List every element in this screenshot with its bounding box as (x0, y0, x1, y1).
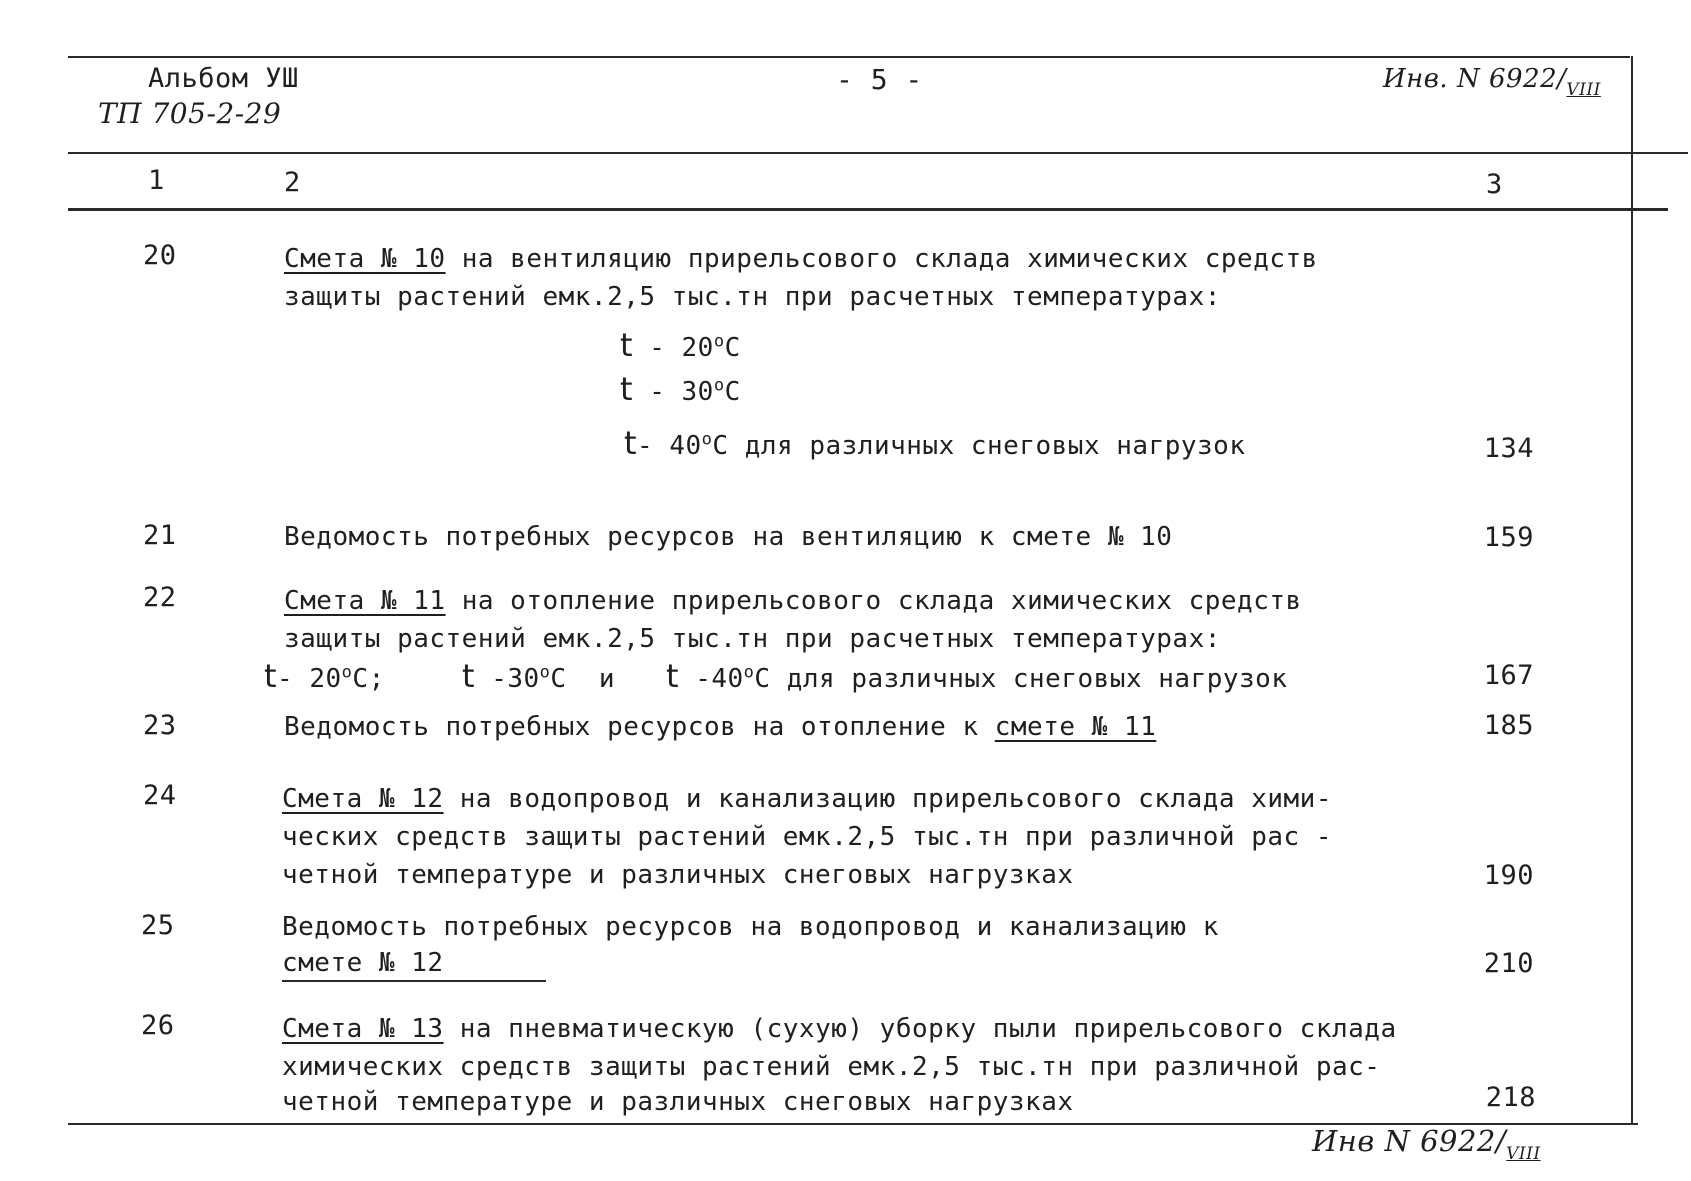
page-reference: 190 (1483, 860, 1534, 891)
row-text: на вентиляцию прирельсового склада химических средств (445, 244, 1318, 274)
temperature-symbol: t (620, 370, 634, 408)
page-reference: 167 (1483, 660, 1534, 691)
temperature-line (264, 657, 385, 695)
temperature-unit: C (724, 333, 741, 363)
degree-sign: o (713, 375, 725, 396)
inventory-number-top-suffix: VIII (1566, 80, 1601, 100)
temperature-unit: C (754, 664, 771, 694)
row-text-line (284, 244, 1318, 274)
frame-right-line (1631, 56, 1633, 1124)
row-text-line: Ведомость потребных ресурсов на водопровод и канализацию к (282, 912, 1219, 942)
temperature-line (620, 326, 741, 364)
reference-underline (282, 980, 546, 982)
temperature-value: -30 (475, 664, 540, 694)
temperature-unit: C (550, 664, 567, 694)
temperature-line (666, 657, 1287, 695)
row-text: на водопровод и канализацию прирельсового склада хими- (443, 784, 1332, 814)
temperature-symbol: t (666, 657, 680, 695)
page-reference: 185 (1483, 710, 1534, 741)
temperature-line (624, 424, 1245, 462)
column-header-2: 2 (284, 167, 301, 198)
row-text-line (284, 712, 1156, 742)
row-text-line: четной температуре и различных снеговых нагрузках (282, 860, 1074, 890)
temperature-symbol: t (620, 326, 634, 364)
column-header-3: 3 (1486, 169, 1503, 200)
inventory-number-top-text: Инв. N 6922/ (1383, 64, 1567, 94)
album-label: Альбом УШ (148, 63, 299, 94)
column-header-1: 1 (148, 165, 165, 196)
page-reference: 218 (1485, 1082, 1536, 1113)
temperature-value: - 40 (637, 431, 702, 461)
inventory-number-top (1383, 64, 1601, 100)
temperature-symbol: t (264, 657, 278, 695)
row-text-line (282, 784, 1332, 814)
row-text: Ведомость потребных ресурсов на отопление к (284, 712, 995, 742)
row-number: 24 (143, 780, 177, 811)
estimate-title: Смета № 12 (282, 784, 444, 814)
page-number: - 5 - (836, 63, 923, 96)
row-text-line: защиты растений емк.2,5 тыс.тн при расчетных температурах: (284, 624, 1221, 654)
row-text: на отопление прирельсового склада химических средств (445, 586, 1302, 616)
header-separator-line (68, 152, 1688, 154)
page-reference: 159 (1483, 522, 1534, 553)
degree-sign: o (539, 662, 551, 683)
temperature-value: - 20 (277, 664, 342, 694)
degree-sign: o (743, 662, 755, 683)
row-text: на пневматическую (сухую) уборку пыли прирельсового склада (443, 1014, 1397, 1044)
row-number: 21 (143, 520, 177, 551)
estimate-title: Смета № 10 (284, 244, 446, 274)
temperature-value: - 20 (633, 333, 714, 363)
temperature-tail: и (566, 664, 616, 694)
page-reference: 134 (1483, 433, 1534, 464)
row-number: 26 (141, 1010, 175, 1041)
page-reference: 210 (1483, 948, 1534, 979)
row-text-line: химических средств защиты растений емк.2,5 тыс.тн при различной рас- (282, 1052, 1381, 1082)
row-text-line: Ведомость потребных ресурсов на вентиляцию к смете № 10 (284, 522, 1173, 552)
row-number: 20 (143, 240, 177, 271)
column-header-separator-line (68, 208, 1668, 211)
degree-sign: o (701, 429, 713, 450)
temperature-unit: C (724, 377, 741, 407)
project-code: ТП 705-2-29 (98, 97, 282, 130)
row-number: 25 (141, 910, 175, 941)
row-text-line: ческих средств защиты растений емк.2,5 тыс.тн при различной рас - (282, 822, 1332, 852)
temperature-tail: для различных снеговых нагрузок (728, 431, 1246, 461)
temperature-value: -40 (679, 664, 744, 694)
row-text-line: защиты растений емк.2,5 тыс.тн при расчетных температурах: (284, 282, 1221, 312)
temperature-symbol: t (462, 657, 476, 695)
row-number: 23 (143, 710, 177, 741)
temperature-symbol: t (624, 424, 638, 462)
inventory-number-bottom (1312, 1124, 1541, 1164)
temperature-line (620, 370, 741, 408)
row-text-line: смете № 12 (282, 948, 444, 978)
row-text-line: четной температуре и различных снеговых нагрузках (282, 1087, 1074, 1117)
temperature-unit: C; (352, 664, 385, 694)
estimate-title: Смета № 11 (284, 586, 446, 616)
degree-sign: o (341, 662, 353, 683)
temperature-line (462, 657, 615, 695)
inventory-number-bottom-text: Инв N 6922/ (1312, 1124, 1507, 1158)
inventory-number-bottom-suffix: VIII (1506, 1144, 1541, 1164)
row-text-line (284, 586, 1302, 616)
row-number: 22 (143, 582, 177, 613)
temperature-value: - 30 (633, 377, 714, 407)
frame-top-line (68, 56, 1630, 58)
row-text-line (282, 1014, 1397, 1044)
temperature-unit: C (712, 431, 729, 461)
estimate-reference: смете № 11 (994, 712, 1157, 742)
degree-sign: o (713, 331, 725, 352)
temperature-tail: для различных снеговых нагрузок (770, 664, 1288, 694)
estimate-title: Смета № 13 (282, 1014, 444, 1044)
